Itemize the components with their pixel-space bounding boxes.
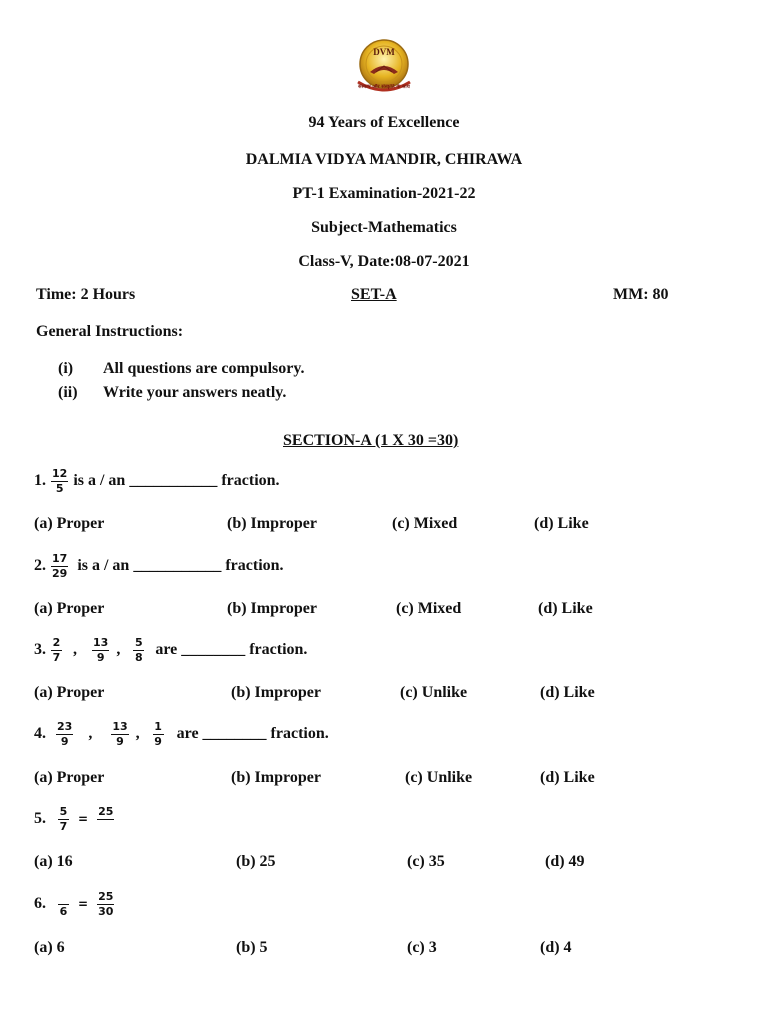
question-1 [34,465,280,497]
instruction-text: Write your answers neatly. [103,384,287,401]
question-text: are ________ fraction. [176,725,329,742]
option-b: (b) Improper [227,600,317,617]
question-number: 2. [34,557,46,574]
question-number: 5. [34,810,46,827]
option-d: (d) 49 [545,853,585,870]
exam-title: PT-1 Examination-2021-22 [292,185,476,202]
logo-tagline: संस्कार और संस्कृति के साथ [358,84,410,90]
exam-time: Time: 2 Hours [36,286,136,303]
school-name: DALMIA VIDYA MANDIR, CHIRAWA [245,151,523,168]
question-6 [34,888,115,920]
equals-sign: = [78,897,89,912]
option-a: (a) Proper [34,684,105,701]
option-c: (c) 3 [407,939,437,956]
option-a: (a) 16 [34,853,73,870]
option-c: (c) Unlike [405,769,473,786]
fraction: $\frac{17}{29}$ [52,551,68,580]
option-c: (c) Mixed [396,600,462,617]
set-label: SET-A [351,286,397,303]
fraction: $\frac{13}{9}$ [112,719,128,748]
option-c: (c) Unlike [400,684,468,701]
instruction-text: All questions are compulsory. [103,360,305,377]
fraction: $\frac{1}{9}$ [154,719,162,748]
question-number: 4. [34,725,46,742]
question-number: 3. [34,641,46,658]
option-d: (d) Like [540,684,595,701]
option-a: (a) 6 [34,939,65,956]
fraction: $\frac{5}{7}$ [59,804,68,833]
answer-blank [58,891,69,905]
instructions-title: General Instructions: [36,323,184,340]
question-number: 6. [34,895,46,912]
answer-blank [100,820,111,833]
option-d: (d) Like [540,769,595,786]
school-logo [348,38,420,100]
question-number: 1. [34,472,46,489]
fraction: $\frac{5}{8}$ [134,635,143,664]
fraction: $\frac{2}{7}$ [52,635,61,664]
option-b: (b) 25 [236,853,276,870]
subject-line: Subject-Mathematics [311,219,457,236]
question-text: is a / an ___________ fraction. [73,472,280,489]
equals-sign: = [78,812,89,827]
question-3: 3. $\frac{2}{7}$ , $\frac{13}{9}$ , $\frac{5}{8}$ are ________ fraction. [34,635,308,664]
question-4: 4. $\frac{23}{9}$ , $\frac{13}{9}$ , $\frac{1}{9}$ are ________ fraction. [34,719,329,748]
option-b: (b) 5 [236,939,268,956]
question-text: are ________ fraction. [155,641,308,658]
instruction-number: (i) [58,360,74,377]
fraction: $\frac{12}{5}$ [52,466,68,495]
max-marks: MM: 80 [613,286,669,303]
option-c: (c) Mixed [392,515,458,532]
logo-text: DVM [373,47,395,57]
option-a: (a) Proper [34,600,105,617]
option-d: (d) Like [534,515,589,532]
fraction: $\frac{13}{9}$ [93,635,109,664]
fraction: $\frac{23}{9}$ [57,719,73,748]
question-text: is a / an ___________ fraction. [77,557,284,574]
fraction: $\frac{25}{30}$ [98,889,114,918]
fraction: 6 [58,891,69,918]
option-b: (b) Improper [231,769,321,786]
option-b: (b) Improper [231,684,321,701]
school-tagline: 94 Years of Excellence [308,114,460,131]
option-a: (a) Proper [34,769,105,786]
section-title: SECTION-A (1 X 30 =30) [283,432,459,449]
option-d: (d) Like [538,600,593,617]
option-d: (d) 4 [540,939,572,956]
fraction: 25 [97,806,114,833]
option-a: (a) Proper [34,515,105,532]
question-2 [34,550,284,582]
option-b: (b) Improper [227,515,317,532]
question-5 [34,803,115,835]
instruction-number: (ii) [58,384,78,401]
class-date-line: Class-V, Date:08-07-2021 [298,253,470,270]
option-c: (c) 35 [407,853,445,870]
